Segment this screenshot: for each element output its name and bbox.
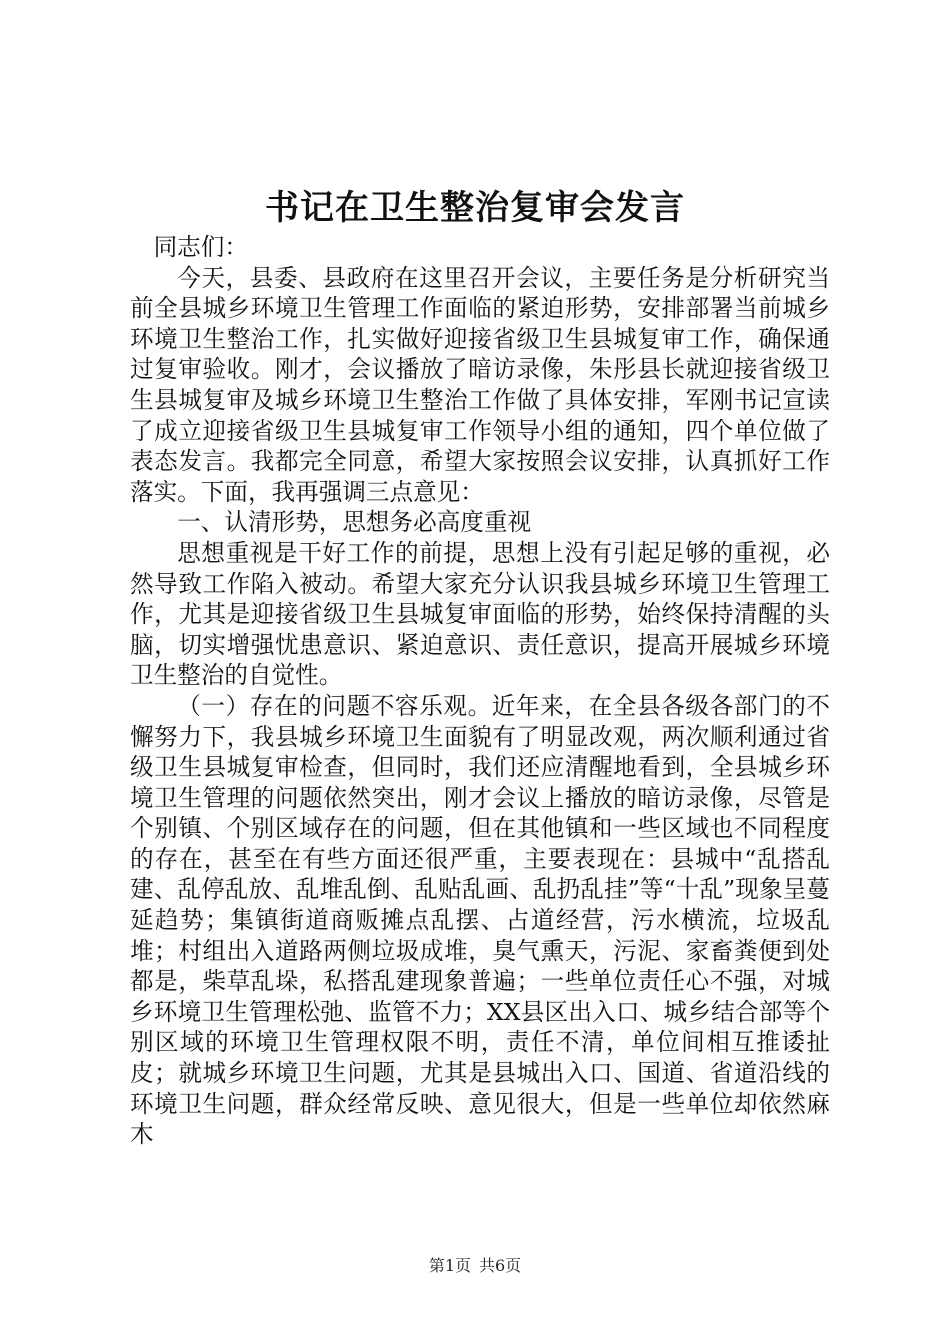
document-title: 书记在卫生整治复审会发言 — [265, 188, 685, 228]
document-body — [130, 232, 830, 1150]
page-total: 共6页 — [479, 1256, 522, 1275]
section-heading: 一、认清形势，思想务必高度重视 — [177, 508, 532, 537]
section-paragraph: 思想重视是干好工作的前提，思想上没有引起足够的重视，必然导致工作陷入被动。希望大家充分认识我县城乡环境卫生管理工作，尤其是迎接省级卫生县城复审面临的形势，始终保持清醒的头脑，切实增强忧患意识、紧迫意识、责任意识，提高开展城乡环境卫生整治的自觉性。 — [130, 538, 830, 690]
page-footer — [0, 1255, 950, 1277]
intro-paragraph: 今天，县委、县政府在这里召开会议，主要任务是分析研究当前全县城乡环境卫生管理工作面临的紧迫形势，安排部署当前城乡环境卫生整治工作，扎实做好迎接省级卫生县城复审工作，确保通过复审验收。刚才，会议播放了暗访录像，朱彤县长就迎接省级卫生县城复审及城乡环境卫生整治工作做了具体安排，军刚书记宣读了成立迎接省级卫生县城复审工作领导小组的通知，四个单位做了表态发言。我都完全同意，希望大家按照会议安排，认真抓好工作落实。下面，我再强调三点意见： — [130, 263, 830, 506]
salutation: 同志们： — [153, 233, 248, 261]
page-number: 第1页 — [428, 1256, 471, 1275]
subsection-paragraph: （一）存在的问题不容乐观。近年来，在全县各级各部门的不懈努力下，我县城乡环境卫生面貌有了明显改观，两次顺利通过省级卫生县城复审检查，但同时，我们还应清醒地看到，全县城乡环境卫生管理的问题依然突出，刚才会议上播放的暗访录像，尽管是个别镇、个别区域存在的问题，但在其他镇和一些区域也不同程度的存在，甚至在有些方面还很严重，主要表现在：县城中“乱搭乱建、乱停乱放、乱堆乱倒、乱贴乱画、乱扔乱挂”等“十乱”现象呈蔓延趋势；集镇街道商贩摊点乱摆、占道经营，污水横流，垃圾乱堆；村组出入道路两侧垃圾成堆，臭气熏天，污泥、家畜粪便到处都是，柴草乱垛，私搭乱建现象普遍；一些单位责任心不强，对城乡环境卫生管理松弛、监管不力；XX县区出入口、城乡结合部等个别区域的环境卫生管理权限不明，责任不清，单位间相互推诿扯皮；就城乡环境卫生问题，尤其是县城出入口、国道、省道沿线的环境卫生问题，群众经常反映、意见很大，但是一些单位却依然麻木 — [130, 691, 830, 1149]
